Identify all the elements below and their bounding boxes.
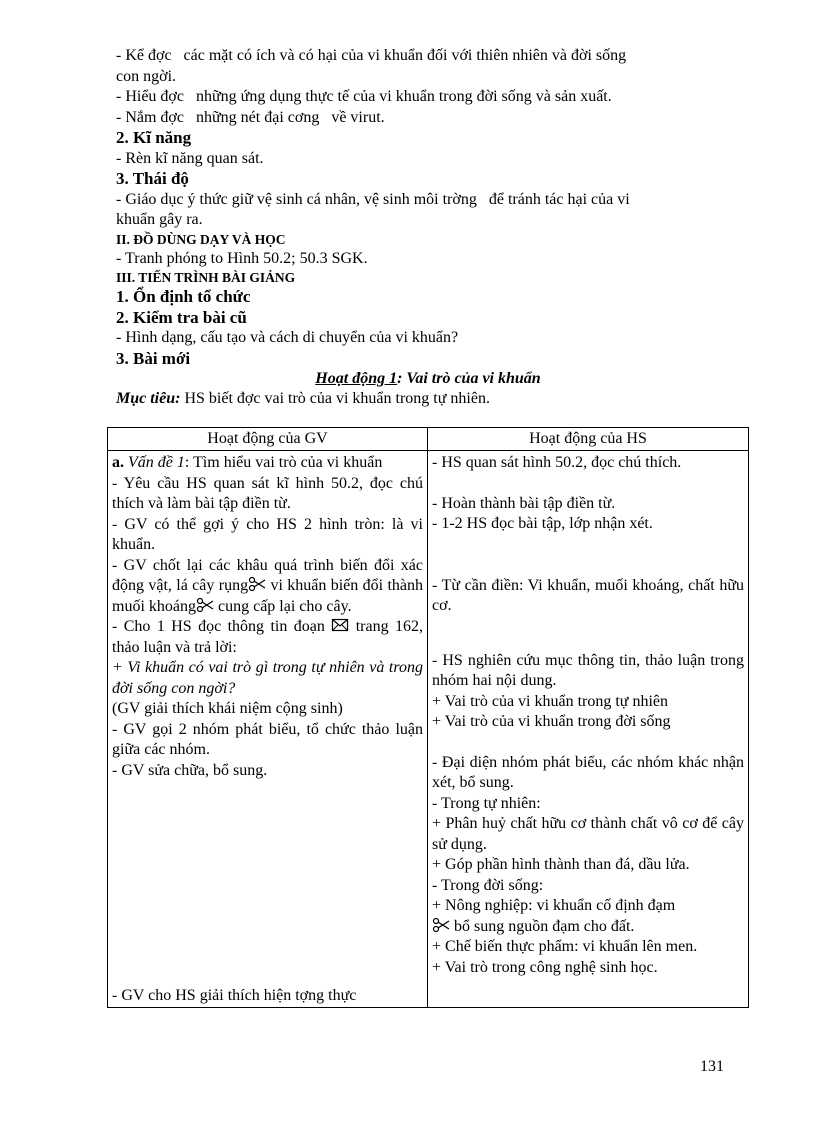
table-body-row <box>108 451 749 1008</box>
gv-p3a: - GV chốt lại các khâu quá trình biến đổi xác động vật, lá cây rụng <box>112 556 423 594</box>
hs-column <box>428 451 749 1008</box>
page-number: 131 <box>700 1058 724 1075</box>
gv-p7: - GV gọi 2 nhóm phát biểu, tổ chức thảo luận giữa các nhóm. <box>112 720 423 758</box>
skills-text: - Rèn kĩ năng quan sát. <box>116 149 264 167</box>
objective-text: HS biết đợc vai trò của vi khuẩn trong tự nhiên. <box>180 390 490 407</box>
hs-p10: + Phân huỷ chất hữu cơ thành chất vô cơ để cây sử dụng. <box>432 815 744 853</box>
hs-p13b: bổ sung nguồn đạm cho đất. <box>450 917 635 935</box>
activity-title <box>116 369 740 389</box>
activity-objective <box>116 389 740 409</box>
document-body <box>116 46 740 409</box>
intro-line-4: - Nắm đợc những nét đại cơng về virut. <box>116 108 385 126</box>
skills-heading: 2. Kĩ năng <box>116 128 192 147</box>
hs-p3: - 1-2 HS đọc bài tập, lớp nhận xét. <box>432 515 653 532</box>
intro-line-2: con ngời. <box>116 67 177 85</box>
table-header-row <box>108 428 749 451</box>
hs-p2: - Hoàn thành bài tập điền từ. <box>432 494 616 512</box>
process-step-1: 1. Ổn định tổ chức <box>116 287 251 306</box>
hs-p9: - Trong tự nhiên: <box>432 794 541 812</box>
gv-p9: - GV cho HS giải thích hiện tợng thực <box>112 987 357 1004</box>
gv-p8: - GV sửa chữa, bổ sung. <box>112 761 268 779</box>
gv-p4a: - Cho 1 HS đọc thông tin đoạn <box>112 618 325 635</box>
intro-line-3: - Hiểu đợc những ứng dụng thực tế của vi khuẩn trong đời sống và sản xuất. <box>116 88 612 105</box>
hs-p15: + Vai trò trong công nghệ sinh học. <box>432 958 658 976</box>
activity-title-label: Hoạt động 1 <box>315 370 398 387</box>
hs-p1: - HS quan sát hình 50.2, đọc chú thích. <box>432 454 682 471</box>
activity-title-rest: : Vai trò của vi khuẩn <box>397 370 541 387</box>
hs-p12: - Trong đời sống: <box>432 876 544 894</box>
hs-p13 <box>432 896 744 937</box>
process-step-3: 3. Bài mới <box>116 348 191 368</box>
gv-p5: + Vi khuẩn có vai trò gì trong tự nhiên và trong đời sống con ngời? <box>112 659 423 697</box>
process-step-2: 2. Kiểm tra bài cũ <box>116 307 247 327</box>
hs-p5: - HS nghiên cứu mục thông tin, thảo luận trong nhóm hai nội dung. <box>432 651 744 689</box>
gv-p4b: trang 162, thảo luận và trả lời: <box>112 618 424 656</box>
hs-spacer <box>432 733 744 753</box>
gv-p2: - GV có thể gợi ý cho HS 2 hình tròn: là vi khuẩn. <box>112 515 423 553</box>
scissors-icon <box>196 597 214 613</box>
gv-p3b: vi khuẩn biến đổi thành muối khoáng <box>112 577 424 615</box>
hs-p11: + Góp phần hình thành than đá, dầu lửa. <box>432 856 690 873</box>
equipment-heading: II. ĐỒ DÙNG DẠY VÀ HỌC <box>116 231 286 247</box>
intro-line-1: - Kể đợc các mặt có ích và có hại của vi khuẩn đối với thiên nhiên và đời sống <box>116 47 627 64</box>
gv-p3 <box>112 556 423 618</box>
scissors-icon <box>432 917 450 933</box>
gv-p1: - Yêu cầu HS quan sát kĩ hình 50.2, đọc chú thích và làm bài tập điền từ. <box>112 474 423 512</box>
gv-a-italic: Vấn đề 1 <box>124 454 185 471</box>
attitude-line-1: - Giáo dục ý thức giữ vệ sinh cá nhân, vệ sinh môi trờng để tránh tác hại của vi <box>116 190 630 208</box>
attitude-line-2: khuẩn gây ra. <box>116 211 203 228</box>
gv-p3c: cung cấp lại cho cây. <box>214 597 352 615</box>
hs-p4: - Từ cần điền: Vi khuẩn, muối khoáng, chất hữu cơ. <box>432 576 744 614</box>
header-hs: Hoạt động của HS <box>428 428 749 451</box>
process-step-2-text: - Hình dạng, cấu tạo và cách di chuyển của vi khuẩn? <box>116 329 459 346</box>
gv-column <box>108 451 428 1008</box>
header-gv: Hoạt động của GV <box>108 428 428 451</box>
gv-p6: (GV giải thích khái niệm cộng sinh) <box>112 700 343 717</box>
equipment-text: - Tranh phóng to Hình 50.2; 50.3 SGK. <box>116 249 368 267</box>
scissors-icon <box>248 576 266 592</box>
gv-a-rest: : Tìm hiểu vai trò của vi khuẩn <box>184 454 383 471</box>
gv-p4 <box>112 617 423 658</box>
hs-spacer <box>432 617 744 651</box>
hs-spacer <box>432 474 744 494</box>
hs-p14: + Chế biến thực phẩm: vi khuẩn lên men. <box>432 938 698 955</box>
gv-a <box>112 453 423 474</box>
objective-label: Mục tiêu: <box>116 390 181 407</box>
gv-a-label: a. <box>112 454 124 471</box>
hs-p8: - Đại diện nhóm phát biểu, các nhóm khác nhận xét, bổ sung. <box>432 753 744 791</box>
hs-p7: + Vai trò của vi khuẩn trong đời sống <box>432 713 671 730</box>
hs-p6: + Vai trò của vi khuẩn trong tự nhiên <box>432 692 669 710</box>
gv-spacer <box>112 781 423 986</box>
activity-table <box>107 427 749 1008</box>
attitude-heading: 3. Thái độ <box>116 169 189 188</box>
hs-p13a: + Nông nghiệp: vi khuẩn cố định đạm <box>432 897 676 914</box>
envelope-icon <box>331 617 349 633</box>
process-heading: III. TIẾN TRÌNH BÀI GIẢNG <box>116 270 296 285</box>
hs-spacer <box>432 535 744 576</box>
